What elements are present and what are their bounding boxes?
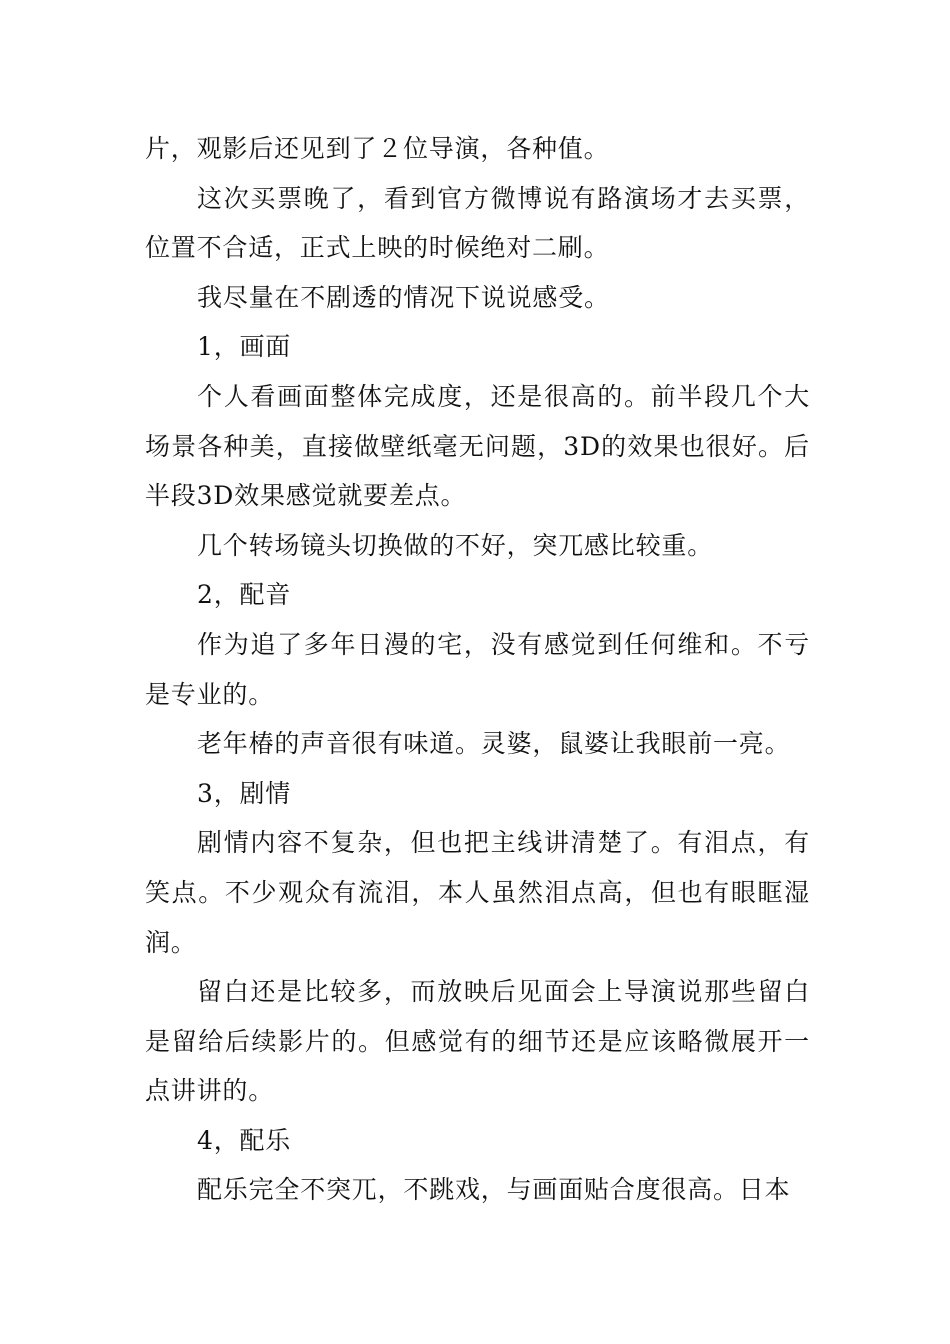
paragraph-visuals: 个人看画面整体完成度，还是很高的。前半段几个大场景各种美，直接做壁纸毫无问题，3D的效果也很好。后半段3D效果感觉就要差点。 (145, 381, 810, 511)
paragraph-music: 配乐完全不突兀，不跳戏，与画面贴合度很高。日本 (197, 1175, 791, 1205)
paragraph-blank-space: 留白还是比较多，而放映后见面会上导演说那些留白是留给后续影片的。但感觉有的细节还是应该略微展开一点讲讲的。 (145, 977, 810, 1106)
section-heading-visuals: 1，画面 (197, 332, 292, 362)
paragraph-voice: 作为追了多年日漫的宅，没有感觉到任何维和。不亏是专业的。 (145, 629, 810, 709)
document-body (145, 124, 810, 1215)
section-heading-plot: 3，剧情 (197, 778, 292, 808)
paragraph-transitions: 几个转场镜头切换做的不好，突兀感比较重。 (197, 530, 714, 560)
paragraph-continuation: 片，观影后还见到了２位导演，各种值。 (145, 134, 610, 163)
paragraph-no-spoiler: 我尽量在不剧透的情况下说说感受。 (197, 282, 610, 312)
paragraph-voice-characters: 老年椿的声音很有味道。灵婆，鼠婆让我眼前一亮。 (197, 729, 791, 759)
paragraph-plot: 剧情内容不复杂，但也把主线讲清楚了。有泪点，有笑点。不少观众有流泪，本人虽然泪点高，但也有眼眶湿润。 (145, 828, 810, 957)
section-heading-music: 4，配乐 (197, 1125, 292, 1155)
section-heading-voice: 2，配音 (197, 580, 292, 610)
paragraph-ticket: 这次买票晚了，看到官方微博说有路演场才去买票，位置不合适，正式上映的时候绝对二刷。 (145, 183, 810, 263)
